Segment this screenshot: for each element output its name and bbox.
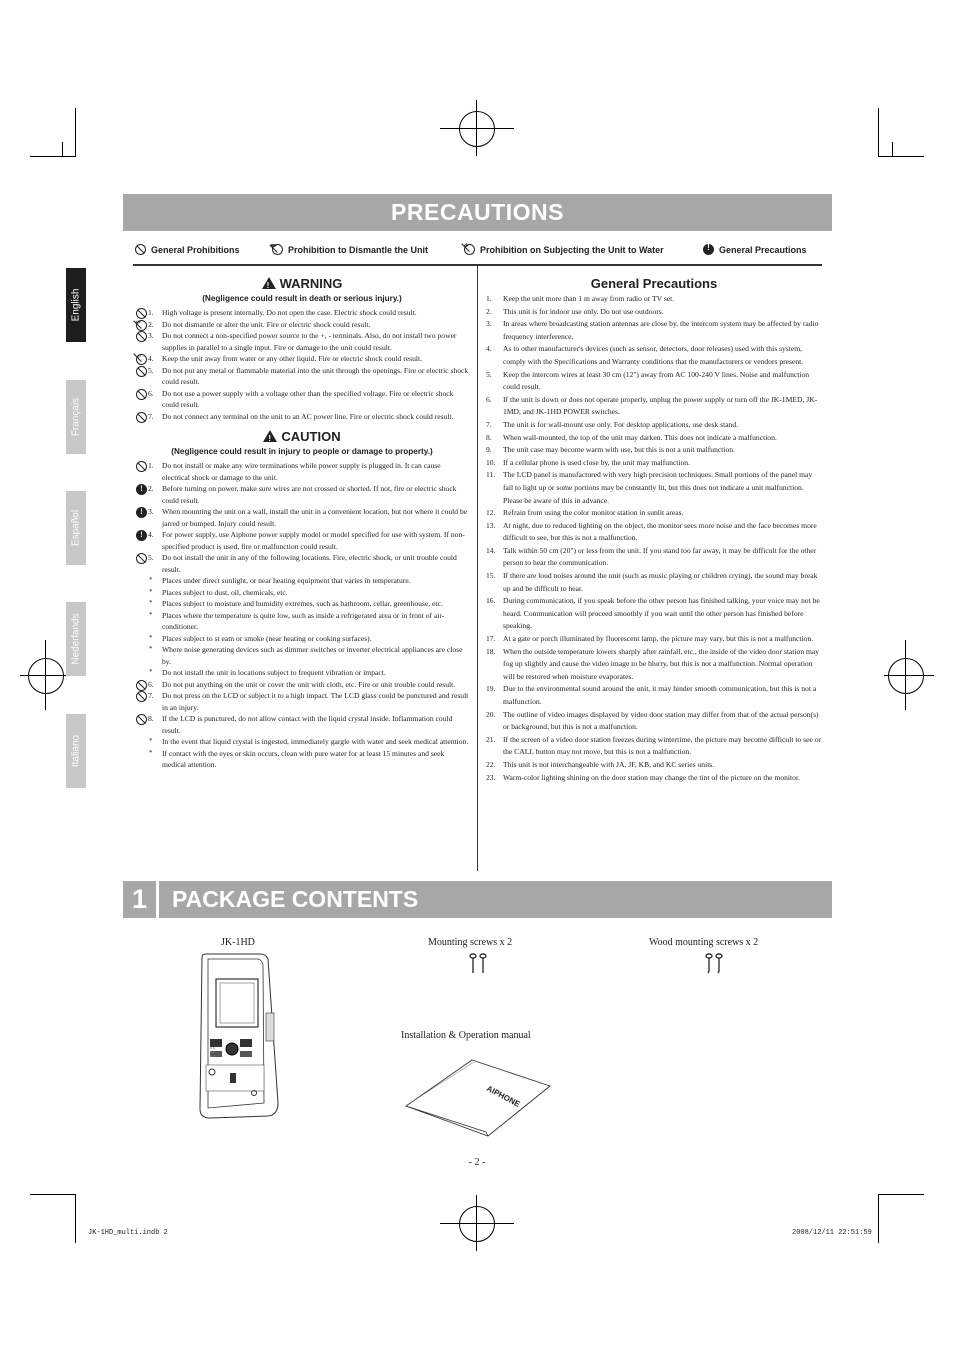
wood-screws-icon: [703, 953, 725, 975]
lcd-note: * In the event that liquid crystal is ingested, immediately gargle with water and seek medical attention.: [134, 736, 470, 748]
ban-icon: [136, 331, 147, 342]
caution-item: 5. Do not install the unit in any of the following locations. Fire, electric shock, or unit trouble could result.: [134, 552, 470, 575]
warning-item: 1. High voltage is present internally. Do not open the case. Electric shock could result.: [134, 307, 470, 319]
icon-legend: [133, 240, 822, 266]
tab-francais[interactable]: Français: [66, 380, 86, 454]
unit-label: JK-1HD: [221, 937, 255, 948]
monitor-unit-drawing: [196, 953, 282, 1119]
location-note: * Places under direct sunlight, or near heating equipment that varies in temperature.: [134, 575, 470, 587]
exclamation-icon: [136, 507, 147, 518]
caution-item: ! 2. Before turning on power, make sure wires are not crossed or shorted. If not, fire or electric shock could result.: [134, 483, 470, 506]
tab-italiano[interactable]: Italiano: [66, 714, 86, 788]
precautions-title: PRECAUTIONS: [123, 194, 832, 231]
general-precaution-item: 19. Due to the environmental sound around the unit, it may hinder smooth communication, but this is not a malfunction.: [486, 684, 817, 706]
ban-icon: [136, 412, 147, 423]
ban-icon: [136, 366, 147, 377]
section-number: 1: [123, 881, 159, 918]
manual-booklet-drawing: [402, 1056, 554, 1140]
general-precaution-item: 16. During communication, if you speak before the other person has finished talking, your voice may not be heard. Communication will proceed smoothly if you wait until the other person has finished before speaking.: [486, 596, 820, 631]
file-name: JK-1HD_multi.indb 2: [88, 1229, 168, 1237]
general-precaution-item: 17. At a gate or porch illuminated by fluorescent lamp, the picture may vary, but this is not a malfunction.: [486, 634, 814, 644]
general-precaution-item: 21. If the screen of a video door station freezes during wintertime, the picture may become difficult to see or the CALL button may not move, but this is not a malfunction.: [486, 734, 822, 757]
warning-item: 3. Do not connect a non-specified power source to the +, - terminals. Also, do not install two power supplies in parallel to a single input. Fire or damage to the unit could result.: [134, 330, 470, 353]
general-precaution-item: 5. Keep the intercom wires at least 30 cm (12") away from AC 100-240 V lines. Noise and malfunction could result.: [486, 369, 810, 392]
caution-item: 6. Do not put anything on the unit or cover the unit with cloth, etc. Fire or unit trouble could result.: [134, 679, 470, 691]
manual-brand-logo: AIPHONE: [485, 1083, 522, 1109]
general-precaution-item: 11. The LCD panel is manufactured with very high precision techniques. Small portions of the panel may fail to light up or some portions may be constantly lit, but this does not indicate a unit malfunction. Please be aware of this in advance.: [486, 470, 813, 505]
general-precaution-item: 3. In areas where broadcasting station antennas are close by, the intercom system may be affected by radio frequency interference.: [486, 319, 819, 341]
ban-icon: [136, 553, 147, 564]
legend-item: ! General Precautions: [703, 244, 807, 255]
warning-caution-column: [134, 276, 470, 771]
general-precaution-item: 2. This unit is for indoor use only. Do not use outdoors.: [486, 306, 664, 316]
caution-item: ! 3. When mounting the unit on a wall, install the unit in a convenient location, but not where it could be jarred or bumped. Injury could result.: [134, 506, 470, 529]
general-precaution-item: 10. If a cellular phone is used close by, the unit may malfunction.: [486, 457, 690, 467]
caution-subtitle: (Negligence could result in injury to people or damage to property.): [171, 447, 433, 456]
ban-icon: [136, 461, 147, 472]
caution-item: 1. Do not install or make any wire terminations while power supply is plugged in. It can cause electrical shock or damage to the unit.: [134, 460, 470, 483]
ban-icon: [136, 691, 147, 702]
warning-item: 7. Do not connect any terminal on the unit to an AC power line. Fire or electric shock could result.: [134, 411, 470, 423]
general-precaution-item: 7. The unit is for wall-mount use only. For desktop applications, use desk stand.: [486, 419, 739, 429]
ban-icon: [136, 714, 147, 725]
page-number: - 2 -: [468, 1157, 486, 1168]
general-precaution-item: 13. At night, due to reduced lighting on the object, the monitor sees more noise and the face becomes more difficult to see, but this is not a malfunction.: [486, 520, 817, 543]
general-precaution-item: 6. If the unit is down or does not operate properly, unplug the power supply or turn off the JK-1MED, JK-1MD, and JK-1HD POWER switches.: [486, 394, 818, 417]
warning-heading: !WARNING: [134, 276, 470, 292]
wood-screws-label: Wood mounting screws x 2: [649, 937, 759, 948]
warning-subtitle: (Negligence could result in death or serious injury.): [202, 294, 402, 303]
general-precaution-item: 15. If there are loud noises around the unit (such as music playing or children crying), the sound may break up and be difficult to hear.: [486, 571, 818, 593]
general-precautions-heading: General Precautions: [590, 276, 718, 291]
caution-item: 7. Do not press on the LCD or subject it to a high impact. The LCD glass could be punctured and result in an injury.: [134, 690, 470, 713]
warning-item: 6. Do not use a power supply with a voltage other than the specified voltage. Fire or electric shock could result.: [134, 388, 470, 411]
tab-nederlands[interactable]: Nederlands: [66, 602, 86, 676]
water-ban-icon: [464, 244, 475, 255]
location-note: * Do not install the unit in locations subject to frequent vibration or impact.: [134, 667, 470, 679]
location-note: * Where noise generating devices such as dimmer switches or inverter electrical appliances are close by.: [134, 644, 470, 667]
caution-item: 8. If the LCD is punctured, do not allow contact with the liquid crystal inside. Inflammation could result.: [134, 713, 470, 736]
print-timestamp: 2008/12/11 22:51:59: [792, 1229, 872, 1237]
warning-item: ✎ 2. Do not dismantle or alter the unit. Fire or electric shock could result.: [134, 319, 470, 331]
general-precaution-item: 22. This unit is not interchangeable with JA, JF, KB, and KC series units.: [486, 759, 715, 769]
location-note: * Places subject to st eam or smoke (near heating or cooking surfaces).: [134, 633, 470, 645]
screws-label: Mounting screws x 2: [428, 937, 513, 948]
mounting-screws-icon: [467, 953, 489, 975]
exclamation-icon: [703, 244, 714, 255]
general-precaution-item: 12. Refrain from using the color monitor station in sunlit areas.: [486, 508, 684, 518]
warning-triangle-icon: [262, 277, 276, 289]
ban-icon: [136, 680, 147, 691]
general-precaution-item: 1. Keep the unit more than 1 m away from radio or TV set.: [486, 294, 675, 303]
general-precaution-item: 9. The unit case may become warm with use, but this is not a unit malfunction.: [486, 445, 735, 455]
general-precautions-list: [485, 293, 823, 784]
general-precaution-item: 23. Warm-color lighting shining on the door station may change the tint of the picture on the monitor.: [486, 772, 800, 782]
location-note: * Places subject to dust, oil, chemicals, etc.: [134, 587, 470, 599]
warning-item: ≈ 4. Keep the unit away from water or any other liquid. Fire or electric shock could result.: [134, 353, 470, 365]
manual-label: Installation & Operation manual: [401, 1030, 531, 1041]
location-note: * Places where the temperature is quite low, such as inside a refrigerated area or in front of air-conditioner.: [134, 610, 470, 633]
column-divider: [477, 266, 478, 871]
legend-item: ✎ Prohibition to Dismantle the Unit: [272, 244, 428, 255]
general-precaution-item: 14. Talk within 50 cm (20") or less from the unit. If you stand too far away, it may be difficult for the other person to hear the communication.: [486, 545, 817, 568]
general-precaution-item: 4. As to other manufacturer's devices (such as sensor, detectors, door releases) used with this system, comply with the Specifications and Warranty conditions that the manufacturers or vendors present.: [486, 344, 804, 366]
tab-english[interactable]: English: [66, 268, 86, 342]
caution-heading: !CAUTION: [134, 429, 470, 445]
general-precaution-item: 20. The outline of video images displayed by video door station may differ from that of the actual person(s) or background, but this is not a malfunction.: [486, 709, 819, 732]
general-precautions-column: [485, 276, 823, 784]
legend-item: General Prohibitions: [135, 244, 240, 255]
caution-item: ! 4. For power supply, use Aiphone power supply model or model specified for use with system. If non-specified product is used, fire or malfunction could result.: [134, 529, 470, 552]
warning-item: 5. Do not put any metal or flammable material into the unit through the openings. Fire or electric shock could result.: [134, 365, 470, 388]
wrench-ban-icon: [272, 244, 283, 255]
water-ban-icon: [136, 354, 147, 365]
general-precaution-item: 8. When wall-mounted, the top of the unit may darken. This does not indicate a malfunction.: [486, 432, 777, 442]
tab-espanol[interactable]: Español: [66, 491, 86, 565]
exclamation-icon: [136, 484, 147, 495]
exclamation-icon: [136, 530, 147, 541]
package-contents-title: PACKAGE CONTENTS: [172, 886, 419, 912]
general-precaution-item: 18. When the outside temperature lowers sharply after rainfall, etc., the inside of the video door station may fog up slightly and cause the video image to be blurry, but this is not a malfunction. Normal operation will be restored when moisture evaporates.: [486, 646, 820, 681]
ban-icon: [135, 244, 146, 255]
wrench-ban-icon: [136, 320, 147, 331]
ban-icon: [136, 389, 147, 400]
package-contents-banner: [123, 881, 832, 918]
caution-triangle-icon: [263, 430, 277, 442]
lcd-note: * If contact with the eyes or skin occurs, clean with pure water for at least 15 minutes and seek medical attention.: [134, 748, 470, 771]
location-note: * Places subject to moisture and humidity extremes, such as bathroom, cellar, greenhouse, etc.: [134, 598, 470, 610]
legend-item: ≈ Prohibition on Subjecting the Unit to Water: [464, 244, 664, 255]
